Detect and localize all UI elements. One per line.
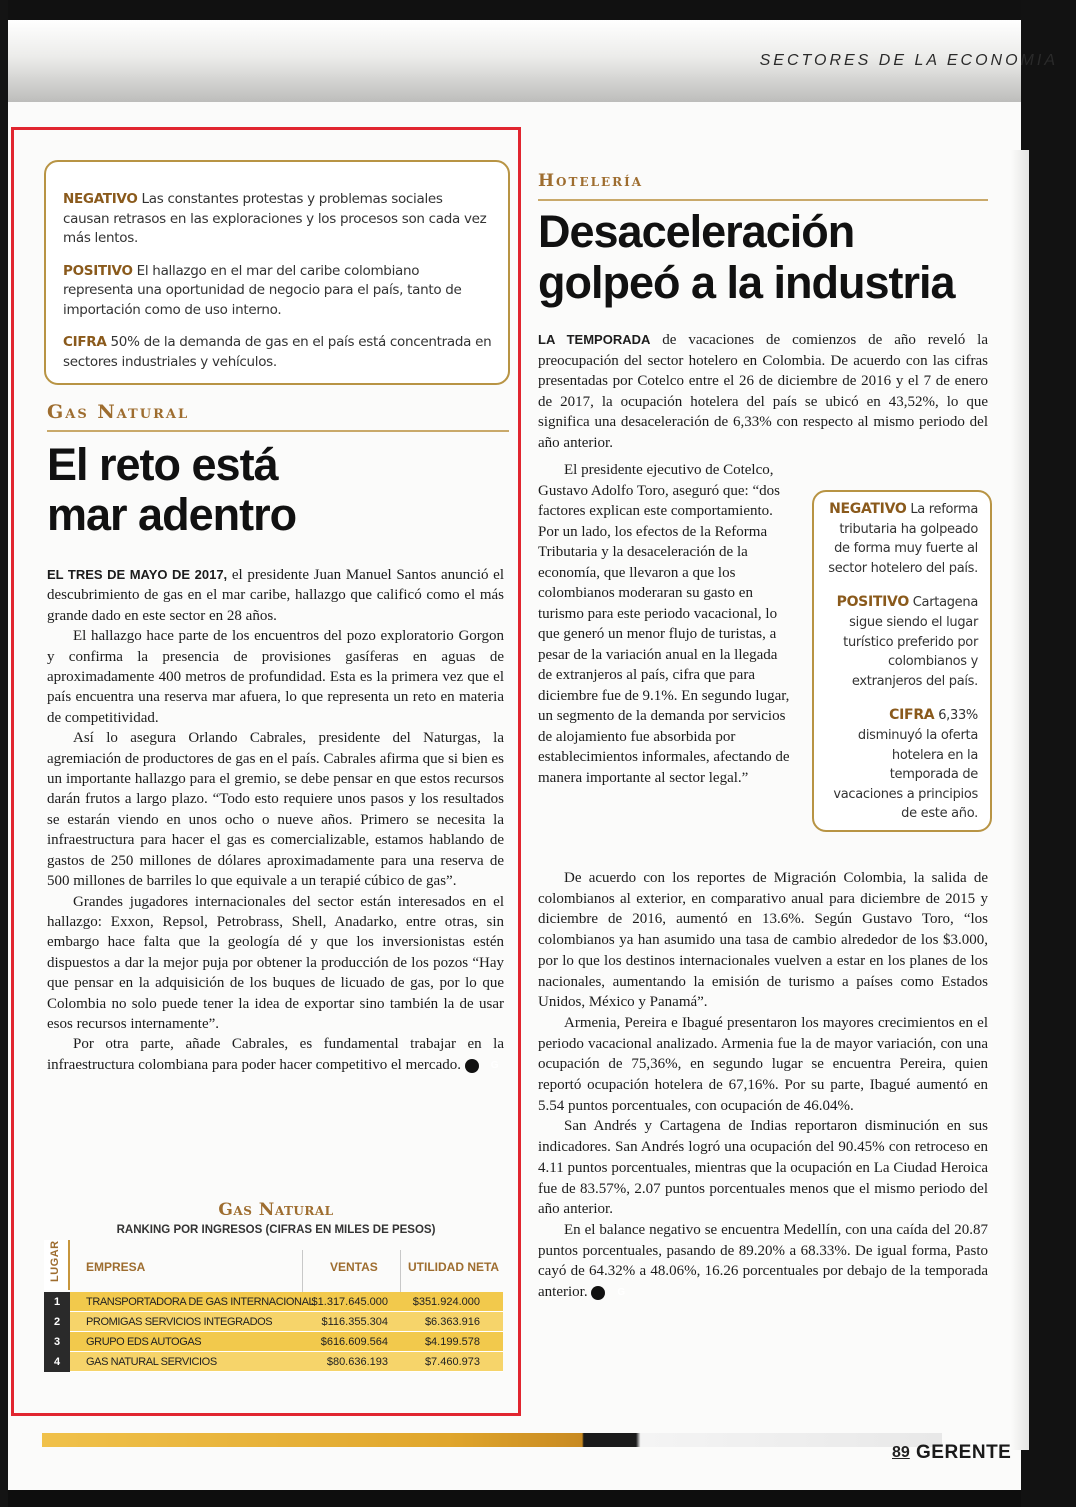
section-header: SECTORES DE LA ECONOMIA xyxy=(759,52,1058,69)
paragraph: De acuerdo con los reportes de Migración Colombia, la salida de colombianos al exterior, en comparativo anual para diciembre de 2015 y diciembre de 2016, aumentó en 13.6%. Según Gustavo Toro, “los colombianos ya han asumido una tasa de cambio alrededor de los $3.000, por lo que los destinos internacionales vuelven a estar en los planes de los nacionales, aumentando la emisión de turismo a países como Estados Unidos, México y Panamá”. xyxy=(538,870,988,1011)
paragraph: Armenia, Pereira e Ibagué presentaron los mayores crecimientos en el periodo vacacional analizado. Armenia fue la de mayor variación, con una ocupación de 75,36%, en segundo lugar se encuentra Pereira, quien reportó ocupación hotelera de 67,16%. Por su parte, Ibagué aumentó en 5.54 puntos porcentuales, con ocupación de 46.04%. xyxy=(538,1014,988,1114)
callout-positivo-text: Cartagena sigue siendo el lugar turístico preferido por colombianos y extranjeros del país. xyxy=(843,595,978,689)
scan-border-left xyxy=(0,0,8,1507)
paragraph-text: de vacaciones de comienzos de año reveló la preocupación del sector hotelero en Colombia. De acuerdo con las cifras presentadas por Cotelco entre el 26 de diciembre de 2016 y el 7 de enero de 2017, la ocupación hotelera del país se ubicó en 43,52%, lo que significa una desaceleración de 6,33% con respecto al mismo periodo del año anterior. xyxy=(538,332,988,451)
callout-positivo-text: El hallazgo en el mar del caribe colombiano representa una oportunidad de negocio para el país, tanto de importación como de uso interno. xyxy=(63,262,462,318)
cell-ventas: $616.609.564 xyxy=(320,1336,388,1348)
callout-positivo-key: POSITIVO xyxy=(836,594,909,611)
paragraph-text: En el balance negativo se encuentra Medellín, con una caída del 20.87 puntos porcentuales, pasando de 89.20% a 68.33%. De igual forma, Pasto cayó de 64.32% a 48.06%, 16.26 porcentuales por debajo de la temporada anterior. xyxy=(538,1221,988,1301)
cell-utilidad: $6.363.916 xyxy=(424,1316,480,1328)
lugar-label: LUGAR xyxy=(49,1240,61,1282)
paragraph xyxy=(538,1220,988,1303)
scan-border-top xyxy=(0,0,1076,20)
headline-line-1: El reto está xyxy=(47,439,278,490)
page-edge-shadow xyxy=(1011,150,1029,1450)
paragraph xyxy=(538,330,988,453)
section-tag-hoteleria: Hotelería xyxy=(538,171,644,191)
cell-lugar: 2 xyxy=(44,1312,70,1332)
cell-utilidad: $351.924.000 xyxy=(412,1296,480,1308)
article-body-hoteleria-intro xyxy=(538,330,988,453)
callout-cifra-text: 50% de la demanda de gas en el país está concentrada en sectores industriales y vehículos. xyxy=(63,334,492,370)
cell-empresa: GAS NATURAL SERVICIOS xyxy=(86,1356,217,1368)
lead-in: LA TEMPORADA xyxy=(538,332,651,347)
paragraph: Grandes jugadores internacionales del sector están interesados en el hallazgo: Exxon, Repsol, Petrobrass, Shell, Anadarko, entre otras, sin embargo hace falta que la geología dé y que los inversionistas estén dispuestos a dar la mejor puja por obtener la producción de los pozos “Hay que pensar en la adquisición de los buques de licuado de gas, por lo que Colombia no solo puede tener la idea de exportar sino también la de usar esos recursos internamente”. xyxy=(47,893,504,1032)
cell-ventas: $1.317.645.000 xyxy=(311,1296,388,1308)
article-body-hoteleria-rest xyxy=(538,868,988,1303)
cell-lugar: 3 xyxy=(44,1332,70,1352)
cell-empresa: GRUPO EDS AUTOGAS xyxy=(86,1336,202,1348)
callout-negativo xyxy=(824,500,978,578)
cell-empresa: TRANSPORTADORA DE GAS INTERNACIONAL xyxy=(86,1296,315,1308)
scan-border-right xyxy=(1021,0,1076,1507)
cell-utilidad: $4.199.578 xyxy=(424,1336,480,1348)
tag-rule xyxy=(538,199,988,201)
cell-ventas: $80.636.193 xyxy=(326,1356,388,1368)
table-title: Gas Natural xyxy=(218,1200,334,1220)
callout-positivo-key: POSITIVO xyxy=(63,262,133,279)
paragraph-text: el presidente Juan Manuel Santos anunció el descubrimiento de gas en el mar caribe, hallazgo que calificó como el más grande dado en este sector en 28 años. xyxy=(47,567,504,624)
headline-line-2: mar adentro xyxy=(47,489,297,540)
callout-cifra-text: 6,33% disminuyó la oferta hotelera en la temporada de vacaciones a principios de este año. xyxy=(833,708,978,822)
callout-negativo-key: NEGATIVO xyxy=(829,501,907,517)
callout-negativo-key: NEGATIVO xyxy=(63,191,138,207)
end-mark-icon: G xyxy=(465,1059,479,1073)
table-subtitle: RANKING POR INGRESOS (CIFRAS EN MILES DE PESOS) xyxy=(116,1224,436,1236)
callout-cifra-key: CIFRA xyxy=(63,334,107,350)
column-header-utilidad: UTILIDAD NETA xyxy=(408,1260,500,1274)
end-mark-icon: G xyxy=(591,1286,605,1300)
column-header-ventas: VENTAS xyxy=(330,1260,378,1274)
cell-lugar: 4 xyxy=(44,1352,70,1372)
callout-negativo-text: La reforma tributaria ha golpeado de forma muy fuerte al sector hotelero del país. xyxy=(828,502,978,576)
cell-empresa: PROMIGAS SERVICIOS INTEGRADOS xyxy=(86,1316,273,1328)
paragraph: San Andrés y Cartagena de Indias reportaron disminución en sus indicadores. San Andrés logró una ocupación del 90.45% con retroceso en 4.11 puntos porcentuales, mientras que la ocupación en La Ciudad Heroica fue de 83.57%, 2.07 puntos porcentuales menos que el mismo periodo del año anterior. xyxy=(538,1118,988,1218)
page-number: 89 xyxy=(892,1444,910,1461)
headline-line-1: Desaceleración xyxy=(538,206,855,257)
paragraph: El hallazgo hace parte de los encuentros del pozo exploratorio Gorgon y confirma la presencia de provisiones gasíferas en aguas de aproximadamente 400 metros de profundidad. Esta es la primera vez que el país encuentra una reserva mar afuera, lo que representa un reto en materia de competitividad. xyxy=(47,628,504,726)
footer-bar xyxy=(42,1433,942,1447)
column-header-empresa: EMPRESA xyxy=(86,1260,146,1274)
callout-cifra xyxy=(824,706,978,824)
article-headline-hoteleria xyxy=(538,206,1008,308)
section-tag-gas: Gas Natural xyxy=(47,401,190,423)
headline-line-2: golpeó a la industria xyxy=(538,257,955,308)
highlight-frame xyxy=(11,127,521,1416)
cell-ventas: $116.355.304 xyxy=(321,1316,388,1328)
cell-utilidad: $7.460.973 xyxy=(424,1356,480,1368)
magazine-name: GERENTE xyxy=(916,1442,1012,1463)
article-body-hoteleria-wrap xyxy=(538,460,790,788)
paragraph-text: Por otra parte, añade Cabrales, es fundamental trabajar en la infraestructura colombiana para poder hacer competitivo el mercado. xyxy=(47,1036,504,1073)
cell-lugar: 1 xyxy=(44,1292,70,1312)
callout-positivo xyxy=(824,593,978,691)
paragraph: Así lo asegura Orlando Cabrales, presidente del Naturgas, la agremiación de productores de gas en el país. Cabrales afirma que si bien es un importante hallazgo para el gremio, se debe pensar en que estos recursos darán frutos a largo plazo. “Todo esto requiere unos pasos y los resultados se estarán viendo en unos ocho o nueve años. Primero se necesita la infraestructura para hacer el gas es comercializable, estamos hablando de gastos de 250 millones de dólares aproximadamente para una reserva de 500 millones de barriles lo que equivale a un terapié cúbico de gas”. xyxy=(47,730,504,890)
callout-box-hoteleria xyxy=(812,490,992,832)
lead-in: EL TRES DE MAYO DE 2017, xyxy=(47,567,228,582)
callout-cifra-key: CIFRA xyxy=(889,707,935,724)
callout-negativo-text: Las constantes protestas y problemas sociales causan retrasos en las exploraciones y los procesos son cada vez más lentos. xyxy=(63,191,487,246)
paragraph: El presidente ejecutivo de Cotelco, Gustavo Adolfo Toro, aseguró que: “dos factores explican este comportamiento. Por un lado, los efectos de la Reforma Tributaria y la desaceleración de la economía, que llevaron a que los colombianos moderaran su gasto en turismo para este periodo vacacional, lo que generó un menor flujo de turistas, a pesar de la variación anual en la llegada de extranjeros al país, cifra que para diciembre fue de 9.1%. En segundo lugar, un segmento de la demanda por servicios de alojamiento fue absorbida por establecimientos informales, afectando de manera importante al sector legal.” xyxy=(538,462,790,786)
